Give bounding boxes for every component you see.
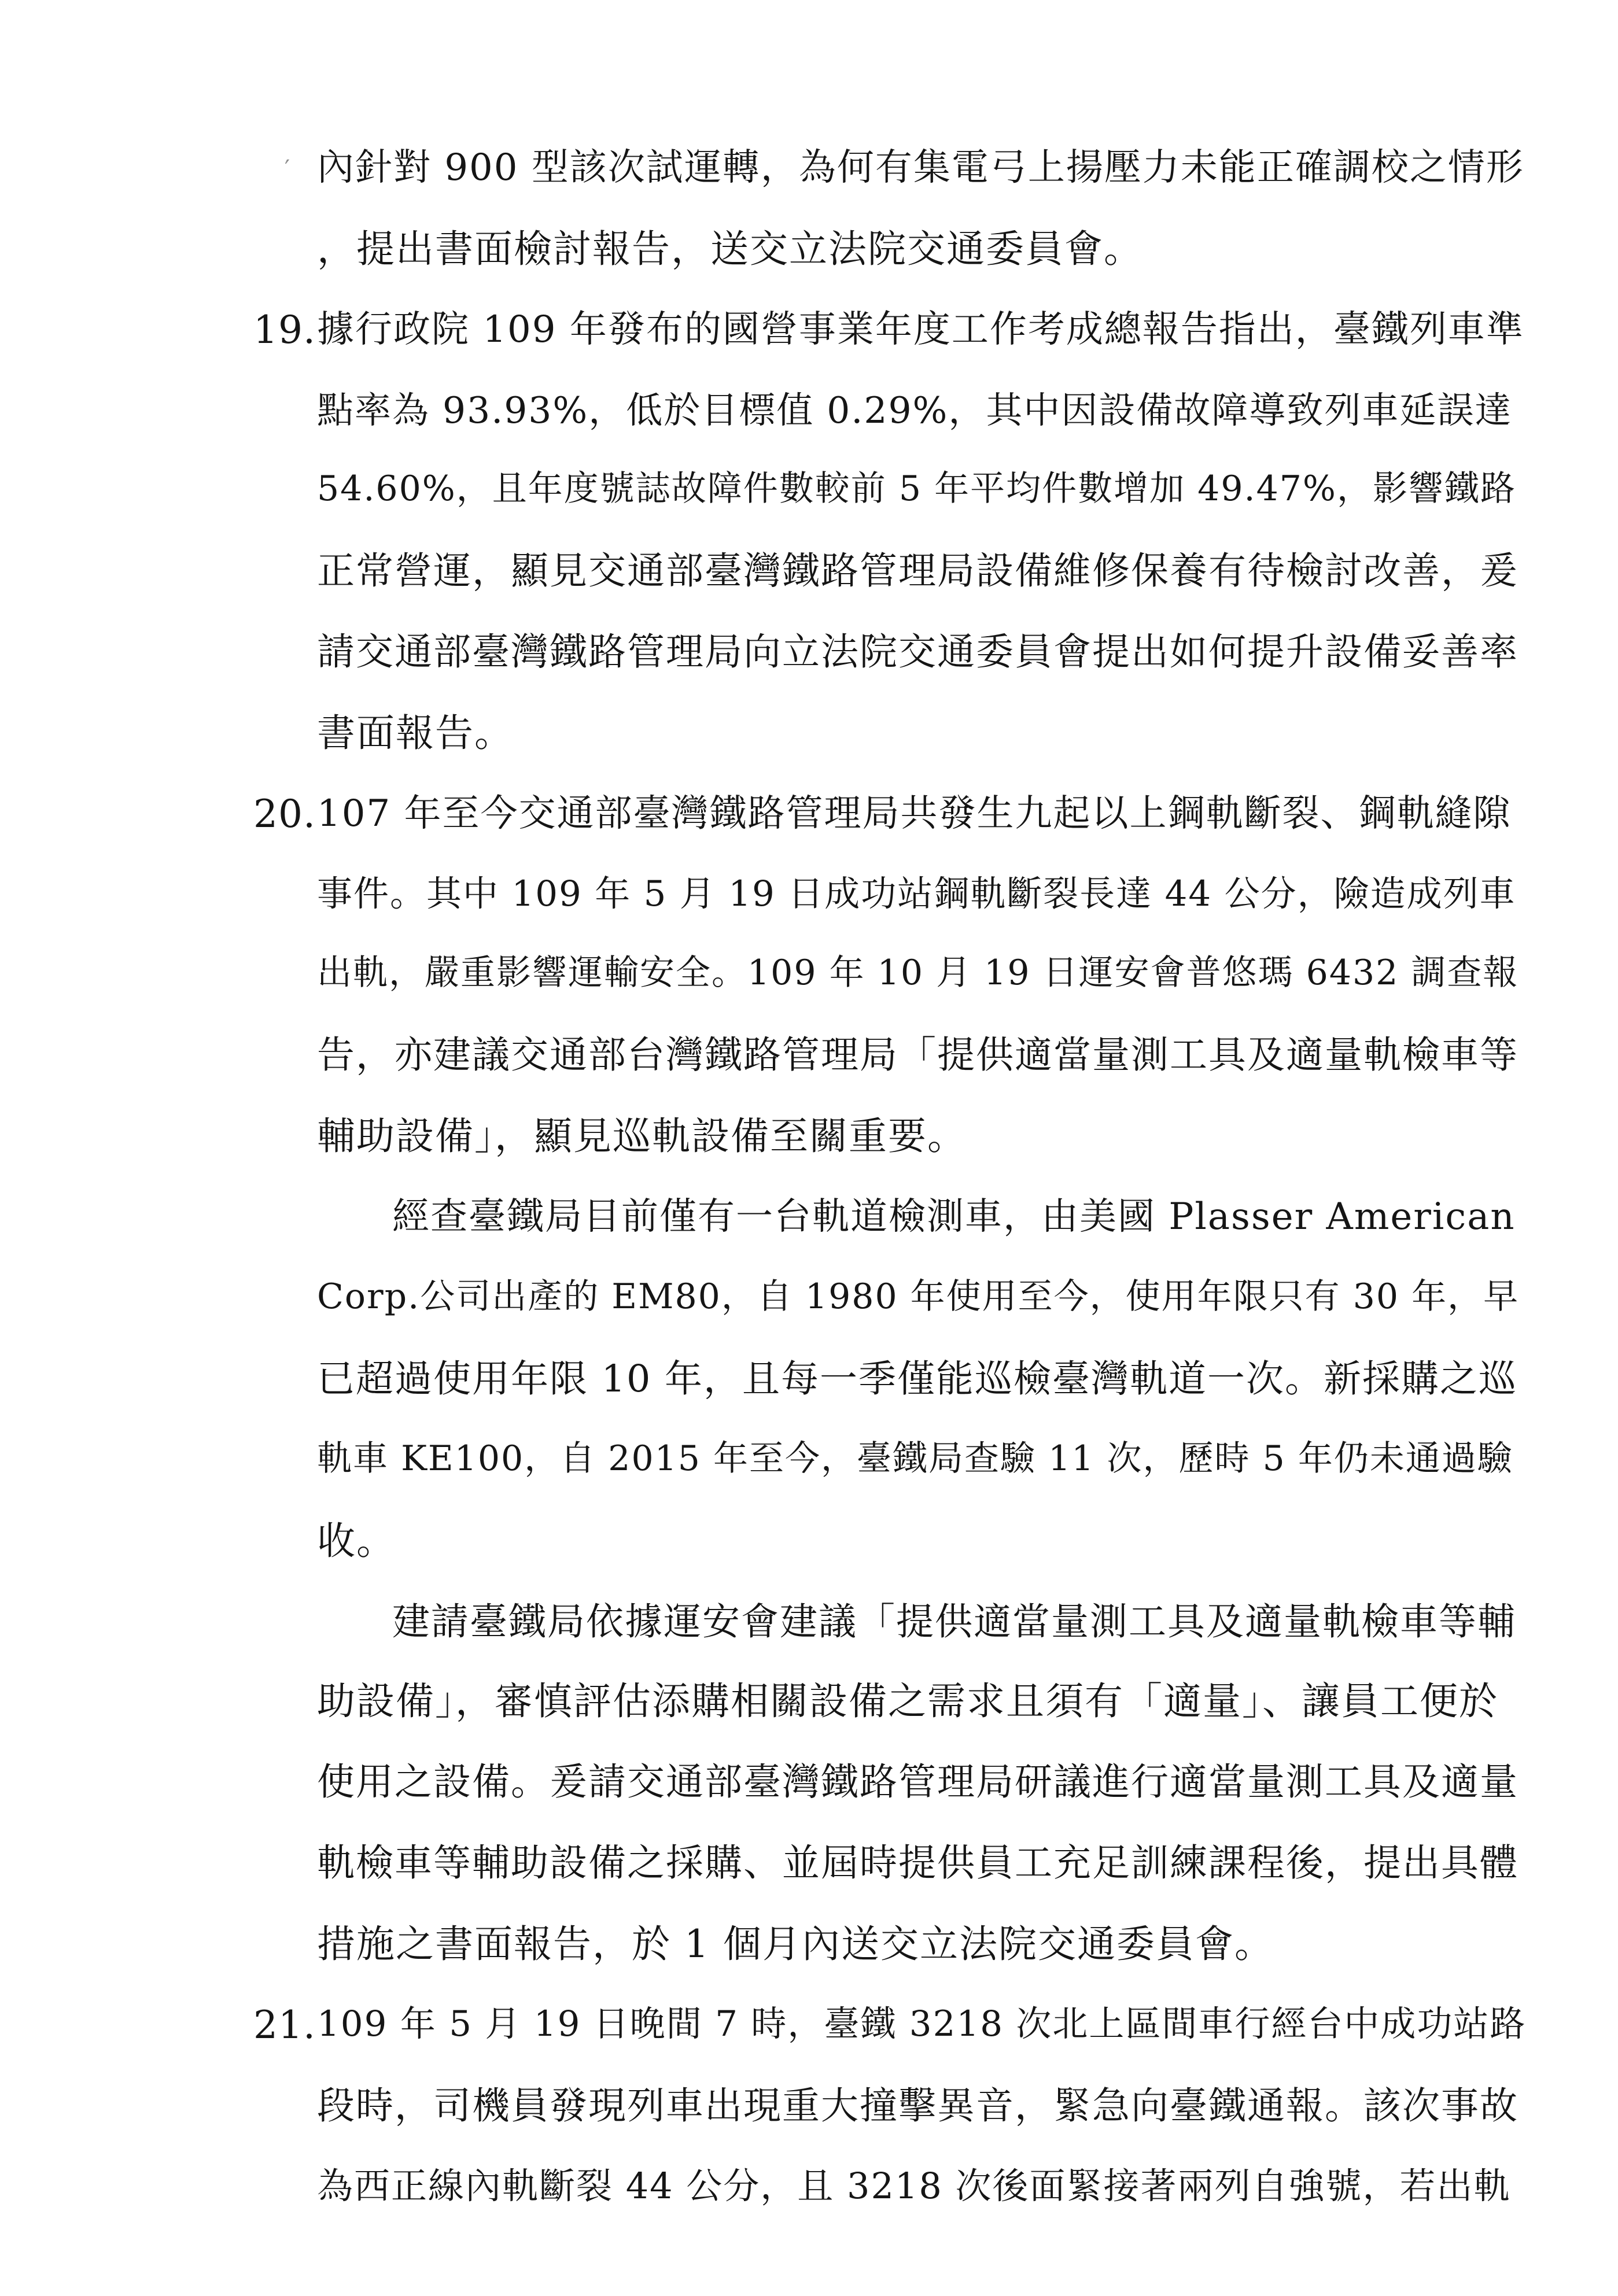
item-21-line: 109 年 5 月 19 日晚間 7 時，臺鐵 3218 次北上區間車行經台中成功站路 xyxy=(317,2003,1527,2044)
item-20-line: 已超過使用年限 10 年，且每一季僅能巡檢臺灣軌道一次。新採購之巡 xyxy=(317,1357,1518,1401)
item-20-line: 使用之設備。爰請交通部臺灣鐵路管理局研議進行適當量測工具及適量 xyxy=(317,1760,1519,1804)
item-19-line: 書面報告。 xyxy=(317,711,514,755)
item-20-line: 收。 xyxy=(317,1519,396,1563)
continuation-line: 內針對 900 型該次試運轉，為何有集電弓上揚壓力未能正確調校之情形 xyxy=(317,146,1524,189)
item-19-line: 據行政院 109 年發布的國營事業年度工作考成總報告指出，臺鐵列車準 xyxy=(317,308,1524,351)
item-20-line: 告，亦建議交通部台灣鐵路管理局「提供適當量測工具及適量軌檢車等 xyxy=(317,1033,1519,1077)
item-20-line: 軌車 KE100，自 2015 年至今，臺鐵局查驗 11 次，歷時 5 年仍未通過驗 xyxy=(317,1438,1513,1479)
item-20-line: 經查臺鐵局目前僅有一台軌道檢測車，由美國 Plasser American xyxy=(392,1195,1516,1238)
item-19-line: 點率為 93.93%，低於目標值 0.29%，其中因設備故障導致列車延誤達 xyxy=(317,389,1513,431)
item-20-line: 助設備」，審慎評估添購相關設備之需求且須有「適量」、讓員工便於 xyxy=(317,1679,1498,1723)
item-20-line: 軌檢車等輔助設備之採購、並屆時提供員工充足訓練課程後，提出具體 xyxy=(317,1841,1519,1885)
item-20-line: 建請臺鐵局依據運安會建議「提供適當量測工具及適量軌檢車等輔 xyxy=(392,1600,1517,1644)
item-20-line: Corp.公司出產的 EM80，自 1980 年使用至今，使用年限只有 30 年，早 xyxy=(317,1276,1520,1317)
item-number: 21. xyxy=(253,2003,316,2047)
scan-speck: ′ xyxy=(285,156,290,182)
continuation-line: ，提出書面檢討報告，送交立法院交通委員會。 xyxy=(317,227,1143,271)
item-number: 20. xyxy=(253,792,316,836)
item-19-line: 請交通部臺灣鐵路管理局向立法院交通委員會提出如何提升設備妥善率 xyxy=(317,630,1519,674)
item-21-line: 為西正線內軌斷裂 44 公分，且 3218 次後面緊接著兩列自強號，若出軌 xyxy=(317,2165,1511,2207)
item-20-line: 事件。其中 109 年 5 月 19 日成功站鋼軌斷裂長達 44 公分，險造成列車 xyxy=(317,873,1516,914)
item-19-line: 54.60%，且年度號誌故障件數較前 5 年平均件數增加 49.47%，影響鐵路 xyxy=(317,468,1516,509)
item-19-line: 正常營運，顯見交通部臺灣鐵路管理局設備維修保養有待檢討改善，爰 xyxy=(317,549,1519,593)
item-20-line: 出軌，嚴重影響運輸安全。109 年 10 月 19 日運安會普悠瑪 6432 調查報 xyxy=(317,953,1519,993)
item-20-line: 107 年至今交通部臺灣鐵路管理局共發生九起以上鋼軌斷裂、鋼軌縫隙 xyxy=(317,792,1512,835)
item-21-line: 段時，司機員發現列車出現重大撞擊異音，緊急向臺鐵通報。該次事故 xyxy=(317,2084,1519,2128)
item-number: 19. xyxy=(253,308,316,352)
item-20-line: 輔助設備」，顯見巡軌設備至關重要。 xyxy=(317,1114,967,1158)
item-20-line: 措施之書面報告，於 1 個月內送交立法院交通委員會。 xyxy=(317,1922,1274,1966)
